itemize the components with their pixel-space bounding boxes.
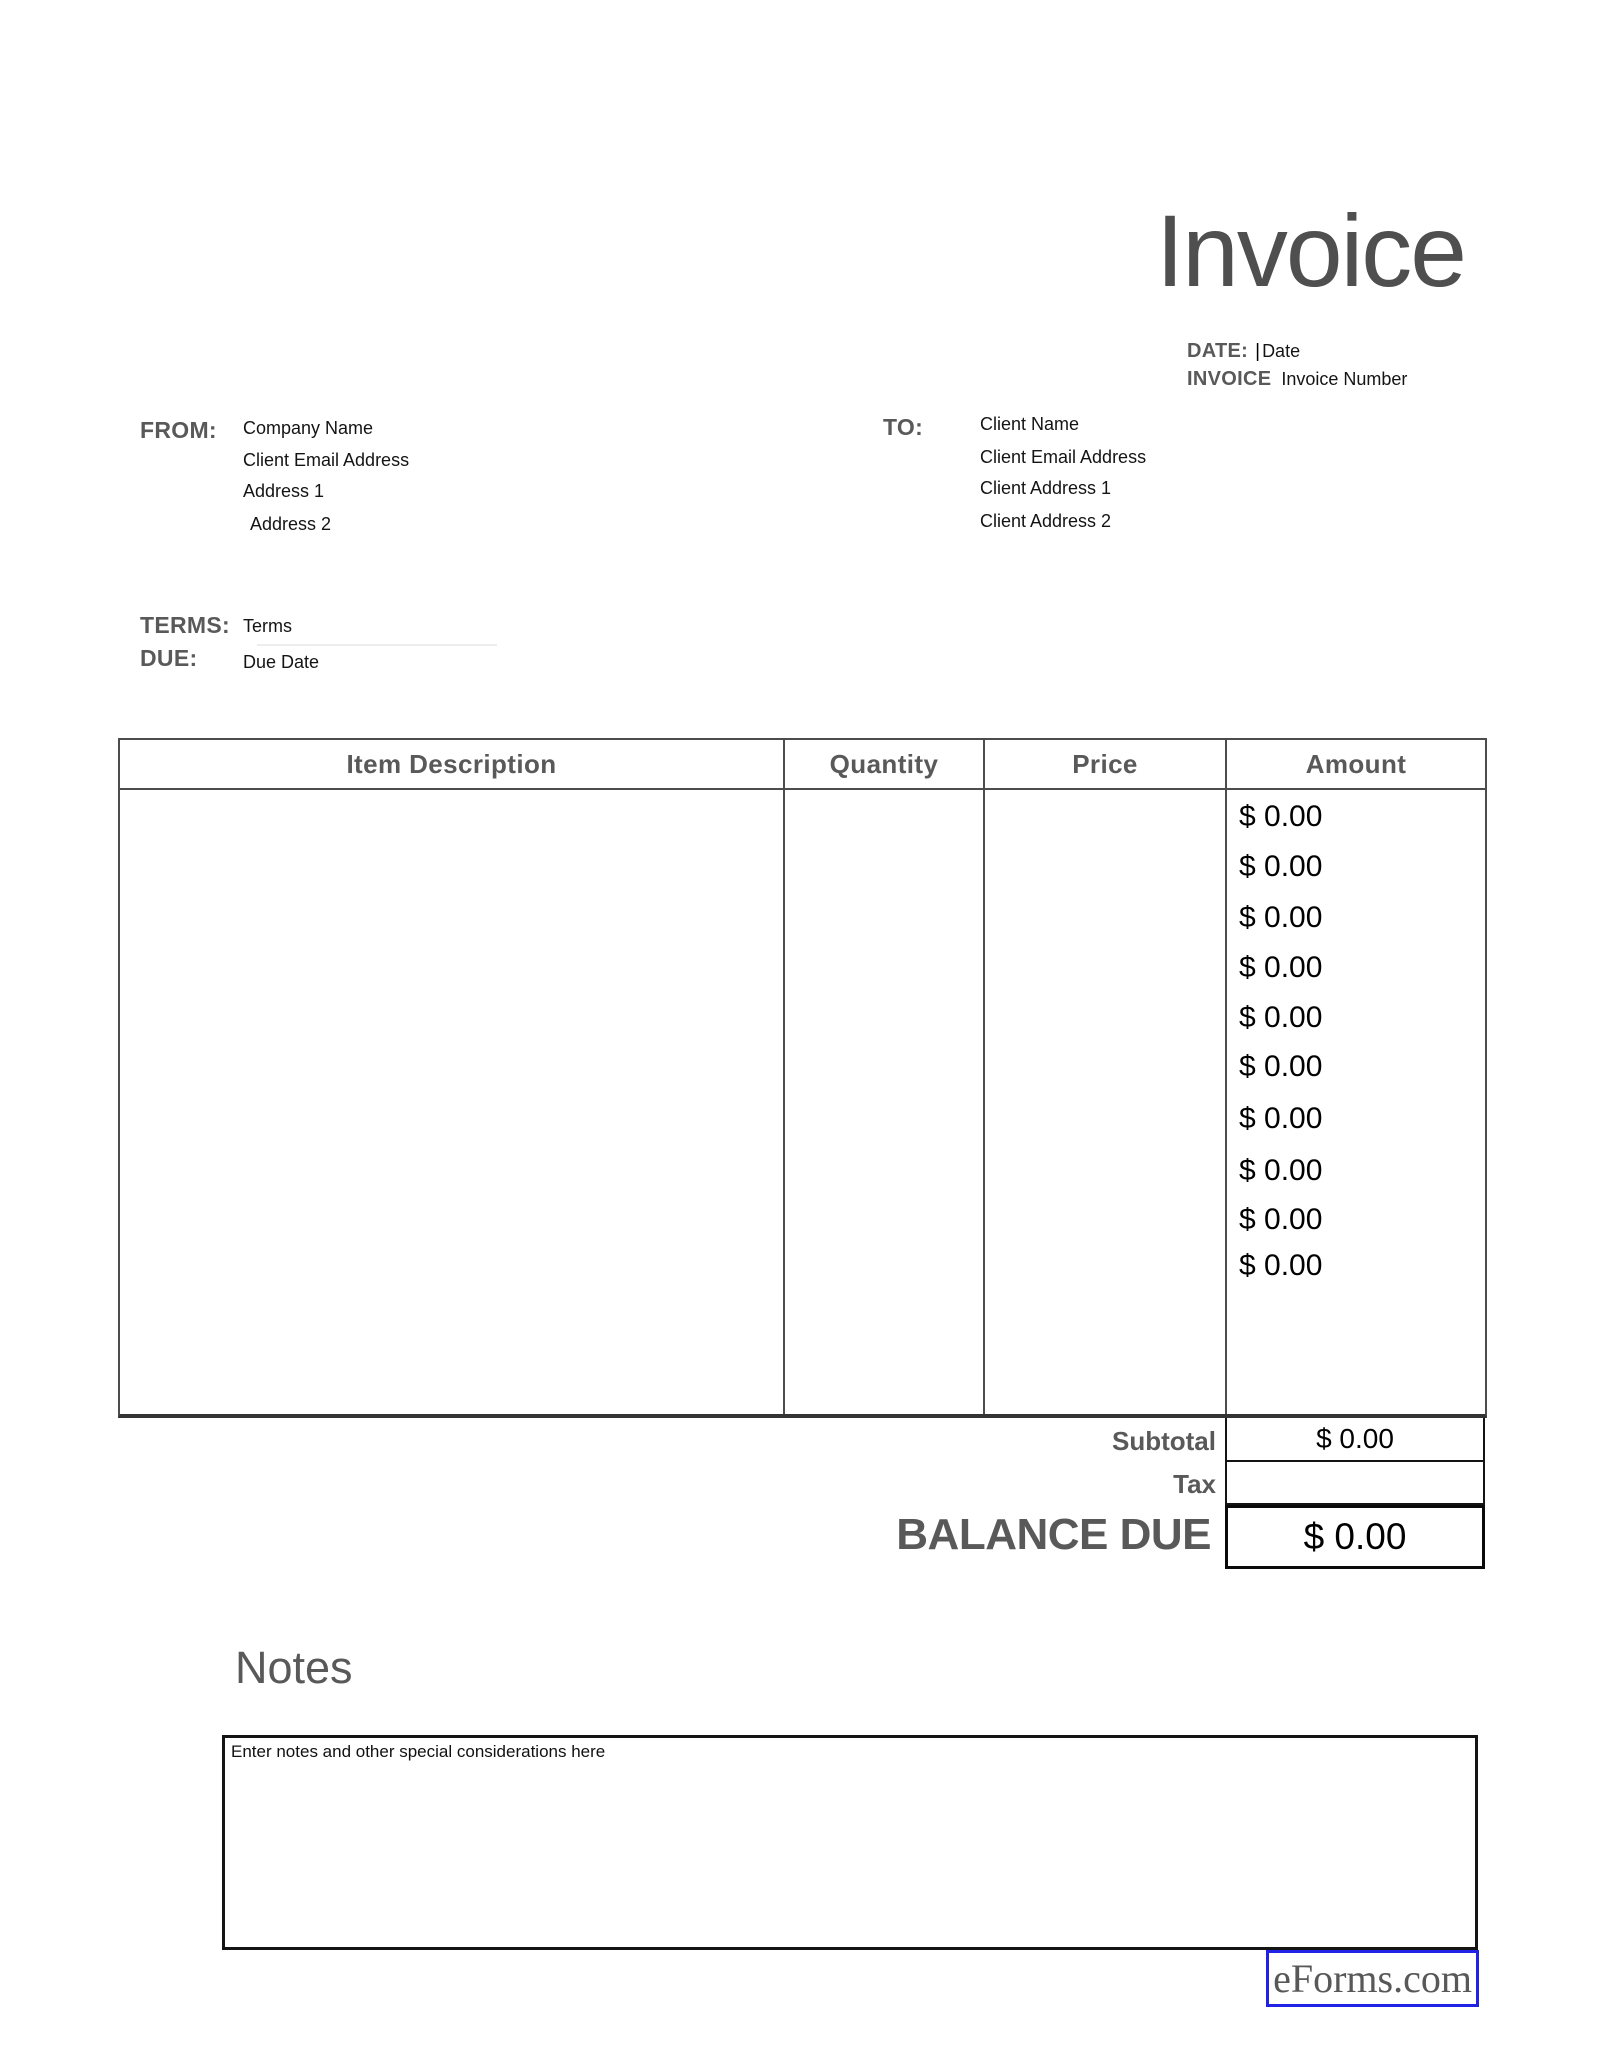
col-header-price: Price: [1072, 748, 1138, 779]
invoice-number-label: INVOICE: [1187, 368, 1272, 390]
page-title: Invoice: [1155, 194, 1465, 308]
due-label: DUE:: [140, 645, 198, 671]
from-company-name-field[interactable]: Company Name: [243, 418, 374, 438]
text-cursor: |: [1255, 341, 1261, 362]
to-client-name-field[interactable]: Client Name: [980, 414, 1080, 434]
terms-label: TERMS:: [140, 612, 230, 638]
terms-underline: [257, 644, 497, 646]
from-email-field[interactable]: Client Email Address: [243, 450, 410, 470]
amount-row-value: $ 0.00: [1239, 1203, 1323, 1236]
amount-row-value: $ 0.00: [1239, 951, 1323, 984]
balance-due-value-cell: [1225, 1505, 1485, 1569]
column-divider-3: [1225, 740, 1227, 1414]
price-input-area[interactable]: [985, 790, 1225, 1416]
subtotal-label: Subtotal: [1112, 1426, 1216, 1456]
invoice-number-row: [1187, 368, 1407, 391]
date-row: [1187, 340, 1300, 363]
due-date-field[interactable]: Due Date: [243, 652, 320, 672]
from-label: FROM:: [140, 417, 217, 443]
subtotal-value-cell: [1225, 1418, 1485, 1462]
from-address2-field[interactable]: Address 2: [250, 514, 332, 534]
terms-field[interactable]: Terms: [243, 616, 292, 636]
notes-heading: Notes: [235, 1642, 353, 1693]
quantity-input-area[interactable]: [785, 790, 983, 1416]
amount-row-value: $ 0.00: [1239, 850, 1323, 883]
to-label: TO:: [883, 414, 924, 440]
to-email-field[interactable]: Client Email Address: [980, 447, 1147, 467]
invoice-number-field[interactable]: Invoice Number: [1281, 369, 1408, 389]
tax-label: Tax: [1173, 1469, 1216, 1499]
col-header-amount: Amount: [1305, 748, 1407, 779]
balance-due-value: $ 0.00: [1303, 1516, 1407, 1557]
notes-placeholder: Enter notes and other special considerations here: [231, 1742, 606, 1761]
amount-row-value: $ 0.00: [1239, 1249, 1323, 1282]
amount-row-value: $ 0.00: [1239, 901, 1323, 934]
subtotal-value: $ 0.00: [1316, 1423, 1394, 1454]
notes-textarea[interactable]: [222, 1735, 1478, 1950]
eforms-link[interactable]: [1266, 1950, 1479, 2007]
to-address2-field[interactable]: Client Address 2: [980, 511, 1112, 531]
amount-row-value: $ 0.00: [1239, 1050, 1323, 1083]
tax-input-cell[interactable]: [1225, 1462, 1485, 1505]
amount-row-value: $ 0.00: [1239, 800, 1323, 833]
from-address1-field[interactable]: Address 1: [243, 481, 325, 501]
amount-row-value: $ 0.00: [1239, 1154, 1323, 1187]
item-description-input-area[interactable]: [120, 790, 783, 1416]
balance-due-label: BALANCE DUE: [896, 1510, 1211, 1559]
amount-row-value: $ 0.00: [1239, 1102, 1323, 1135]
date-label: DATE:: [1187, 340, 1249, 362]
amount-row-value: $ 0.00: [1239, 1001, 1323, 1034]
eforms-brand-text: eForms.com: [1273, 1956, 1472, 2001]
date-field[interactable]: Date: [1262, 341, 1301, 361]
to-address1-field[interactable]: Client Address 1: [980, 478, 1112, 498]
col-header-item-description: Item Description: [346, 748, 557, 779]
col-header-quantity: Quantity: [829, 748, 939, 779]
items-table: [118, 738, 1487, 1418]
